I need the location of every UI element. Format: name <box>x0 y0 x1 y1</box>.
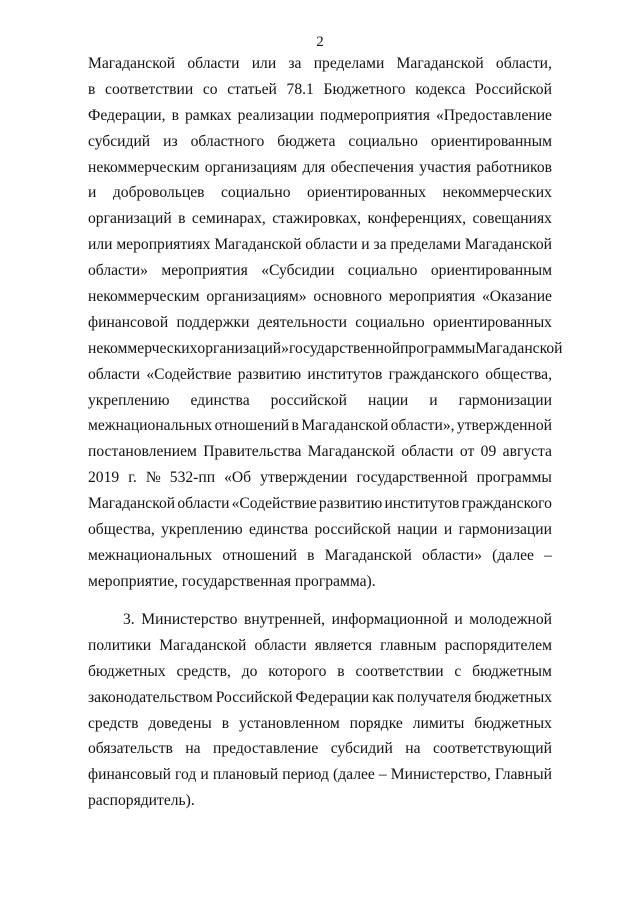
page-number: 2 <box>316 34 324 50</box>
paragraph-continuation <box>88 51 563 595</box>
text-line: укреплению единства российской нации и гармонизации <box>88 391 552 409</box>
text-line: или мероприятиях Магаданской области и за пределами Магаданской <box>88 236 552 254</box>
text-line: области» мероприятия «Субсидии социально ориентированным <box>88 262 552 280</box>
text-line: политики Магаданской области является главным распорядителем <box>88 636 552 654</box>
text-line: 3. Министерство внутренней, информационной и молодежной <box>123 611 552 628</box>
text-line: средств доведены в установленном порядке лимиты бюджетных <box>88 714 552 732</box>
text-line: межнациональных отношений в Магаданской области», утвержденной <box>88 417 552 435</box>
text-line: бюджетных средств, до которого в соответствии с бюджетным <box>88 662 552 680</box>
text-line: 2019 г. № 532-пп «Об утверждении государственной программы <box>88 469 552 487</box>
text-line: некоммерческих организаций» государственной программы Магаданской <box>88 339 563 357</box>
text-line: некоммерческим организациям для обеспечения участия работников <box>88 158 552 176</box>
text-line: общества, укреплению единства российской нации и гармонизации <box>88 521 552 539</box>
paragraph-3 <box>88 607 552 814</box>
text-line: Магаданской области или за пределами Магаданской области, <box>88 55 552 72</box>
text-line: некоммерческим организациям» основного мероприятия «Оказание <box>88 288 552 306</box>
text-line: финансовый год и плановый период (далее – Министерство, Главный <box>88 766 552 784</box>
text-line: постановлением Правительства Магаданской области от 09 августа <box>88 443 552 461</box>
text-line: в соответствии со статьей 78.1 Бюджетного кодекса Российской <box>88 80 552 98</box>
text-line: и добровольцев социально ориентированных некоммерческих <box>88 184 552 202</box>
text-line: Магаданской области «Содействие развитию институтов гражданского <box>88 495 552 513</box>
text-line: мероприятие, государственная программа). <box>88 572 376 590</box>
text-line: организаций в семинарах, стажировках, конференциях, совещаниях <box>88 210 552 228</box>
text-line: законодательством Российской Федерации как получателя бюджетных <box>88 688 552 706</box>
text-line: Федерации, в рамках реализации подмероприятия «Предоставление <box>88 106 552 124</box>
text-line: межнациональных отношений в Магаданской области» (далее – <box>88 546 552 564</box>
text-line: обязательств на предоставление субсидий на соответствующий <box>88 740 552 758</box>
text-line: распорядитель). <box>88 792 195 810</box>
text-line: субсидий из областного бюджета социально ориентированным <box>88 132 552 150</box>
text-line: финансовой поддержки деятельности социально ориентированных <box>88 313 552 331</box>
text-line: области «Содействие развитию институтов гражданского общества, <box>88 365 552 383</box>
